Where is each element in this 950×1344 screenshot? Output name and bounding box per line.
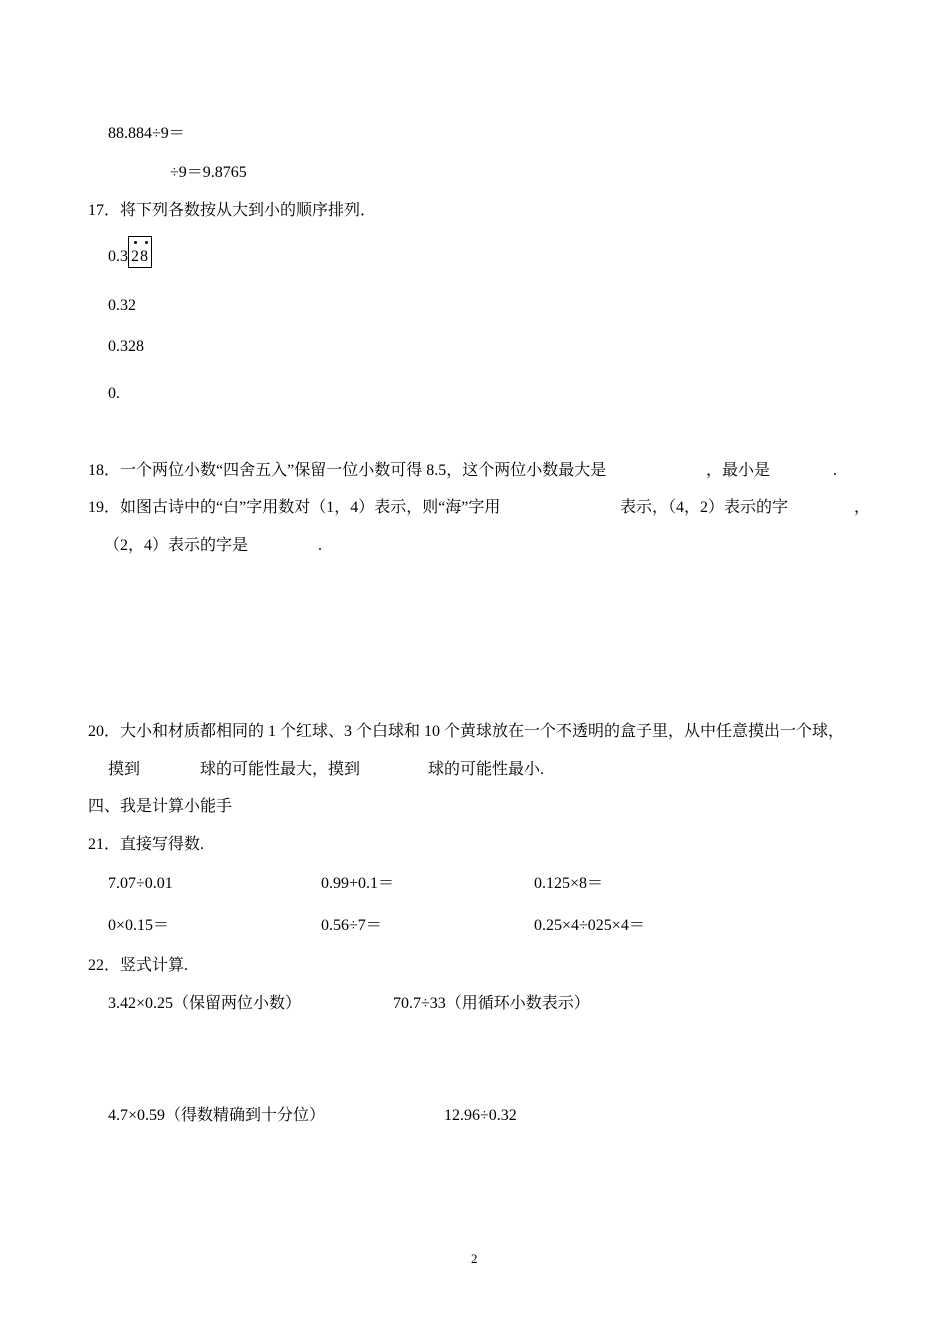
q21-cell: 0.125×8＝ (534, 875, 604, 892)
q21-cell: 7.07÷0.01 (108, 875, 173, 892)
q22-item: 3.42×0.25（保留两位小数） (108, 995, 302, 1012)
q22-item: 70.7÷33（用循环小数表示） (393, 995, 590, 1012)
q21-cell: 0×0.15＝ (108, 917, 170, 934)
q17-item4: 0. (108, 385, 120, 402)
q18-part1: 18．一个两位小数“四舍五入”保留一位小数可得 8.5，这个两位小数最大是 (88, 462, 607, 479)
q20-line1: 20．大小和材质都相同的 1 个红球、3 个白球和 10 个黄球放在一个不透明的盒子里，从中任意摸出一个球， (88, 723, 845, 740)
q17-item3: 0.328 (108, 338, 144, 355)
q19-line2a: （2，4）表示的字是 (104, 537, 249, 554)
q18-part2: ，最小是 (706, 462, 771, 479)
section-heading: 四、我是计算小能手 (88, 798, 233, 815)
q21-cell: 0.56÷7＝ (321, 917, 382, 934)
q19-part1: 19．如图古诗中的“白”字用数对（1，4）表示，则“海”字用 (88, 499, 501, 516)
repeating-dot (134, 241, 137, 244)
q21-stem: 21．直接写得数. (88, 836, 205, 853)
q17-stem: 17．将下列各数按从大到小的顺序排列． (88, 202, 377, 219)
q22-item: 4.7×0.59（得数精确到十分位） (108, 1107, 326, 1124)
q17-item1-prefix: 0.3 (108, 248, 128, 265)
q21-cell: 0.99+0.1＝ (321, 875, 395, 892)
q21-cell: 0.25×4÷025×4＝ (534, 917, 645, 934)
q20-line2c: 球的可能性最小. (428, 761, 545, 778)
q22-stem: 22．竖式计算. (88, 957, 189, 974)
repeating-digits: 28 (131, 248, 149, 265)
q18-part3: . (833, 462, 837, 479)
q16-line2: ÷9＝9.8765 (170, 164, 247, 181)
repeating-decimal-box (128, 236, 152, 268)
page-number: 2 (471, 1251, 478, 1266)
q16-line1: 88.884÷9＝ (108, 125, 185, 142)
repeating-dot (145, 241, 148, 244)
q20-line2a: 摸到 (108, 761, 141, 778)
q19-part2: 表示，（4，2）表示的字 (620, 499, 789, 516)
q17-item2: 0.32 (108, 297, 136, 314)
q20-line2b: 球的可能性最大，摸到 (200, 761, 361, 778)
q22-item: 12.96÷0.32 (444, 1107, 517, 1124)
q19-line2b: . (318, 537, 322, 554)
q19-part3: ， (854, 499, 871, 516)
